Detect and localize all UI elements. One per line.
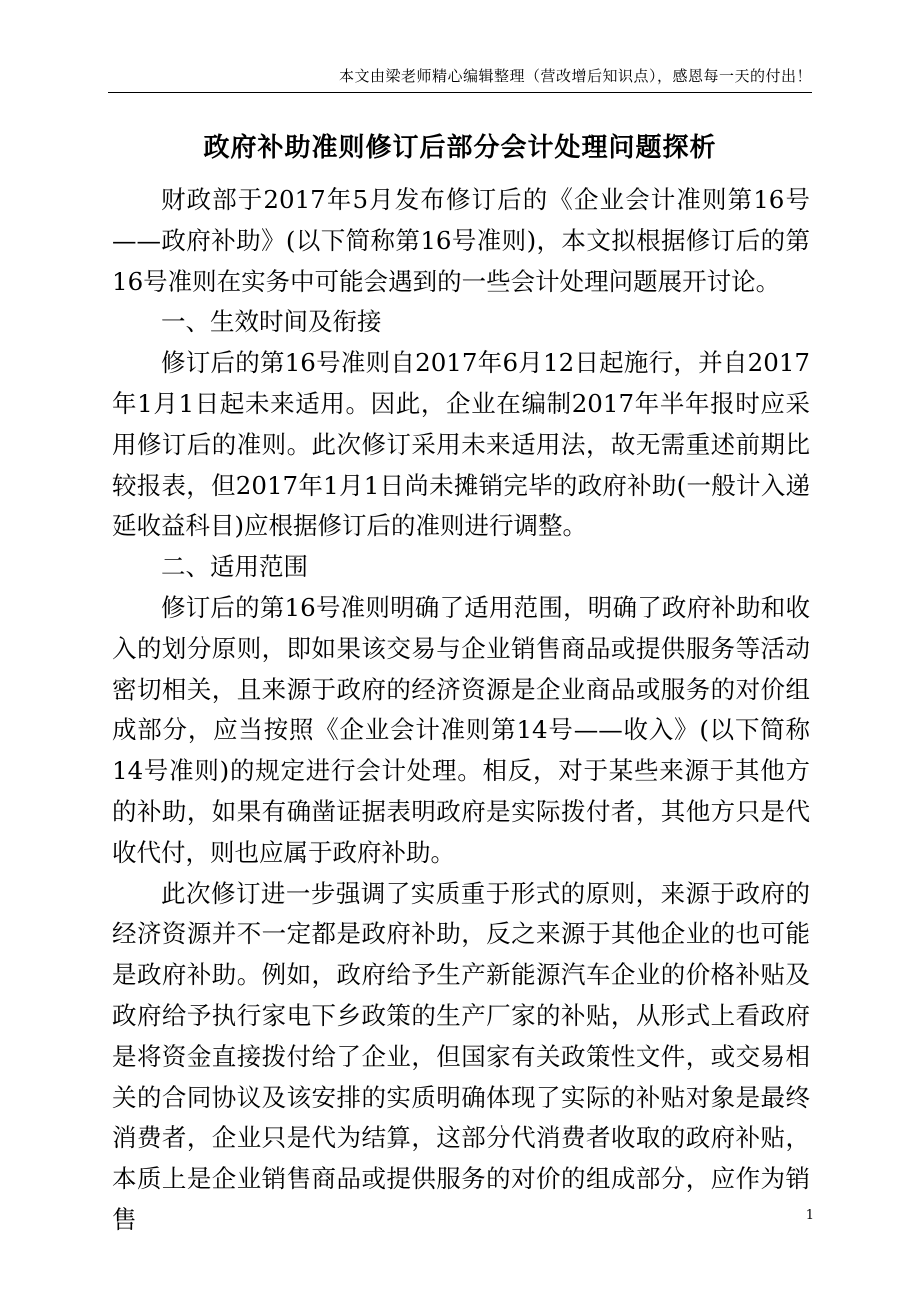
section-heading-effective-date: 一、生效时间及衔接 <box>161 307 382 337</box>
header-divider <box>108 92 812 93</box>
substance-paragraph: 此次修订进一步强调了实质重于形式的原则，来源于政府的经济资源并不一定都是政府补助，反之来源于其他企业的也可能是政府补助。例如，政府给予生产新能源汽车企业的价格补贴及政府给予执行家电下乡政策的生产厂家的补贴，从形式上看政府是将资金直接拨付给了企业，但国家有关政策性文件，或交易相关的合同协议及该安排的实质明确体现了实际的补贴对象是最终消费者，企业只是代为结算，这部分代消费者收取的政府补贴，本质上是企业销售商品或提供服务的对价的组成部分，应作为销售 <box>112 878 810 1234</box>
document-body <box>112 180 810 1241</box>
scope-paragraph: 修订后的第16号准则明确了适用范围，明确了政府补助和收入的划分原则，即如果该交易与企业销售商品或提供服务等活动密切相关，且来源于政府的经济资源是企业商品或服务的对价组成部分，应当按照《企业会计准则第14号——收入》(以下简称14号准则)的规定进行会计处理。相反，对于某些来源于其他方的补助，如果有确凿证据表明政府是实际拨付者，其他方只是代收代付，则也应属于政府补助。 <box>112 592 810 867</box>
document-title: 政府补助准则修订后部分会计处理问题探析 <box>203 133 717 163</box>
section-heading-scope: 二、适用范围 <box>161 552 308 582</box>
page-header: 本文由梁老师精心编辑整理（营改增后知识点），感恩每一天的付出！ <box>338 67 812 85</box>
intro-paragraph: 财政部于2017年5月发布修订后的《企业会计准则第16号——政府补助》(以下简称第16号准则)，本文拟根据修订后的第16号准则在实务中可能会遇到的一些会计处理问题展开讨论。 <box>112 185 810 296</box>
page-number: 1 <box>805 1208 814 1223</box>
effective-date-paragraph: 修订后的第16号准则自2017年6月12日起施行，并自2017年1月1日起未来适用。因此，企业在编制2017年半年报时应采用修订后的准则。此次修订采用未来适用法，故无需重述前期比较报表，但2017年1月1日尚未摊销完毕的政府补助(一般计入递延收益科目)应根据修订后的准则进行调整。 <box>112 348 810 541</box>
